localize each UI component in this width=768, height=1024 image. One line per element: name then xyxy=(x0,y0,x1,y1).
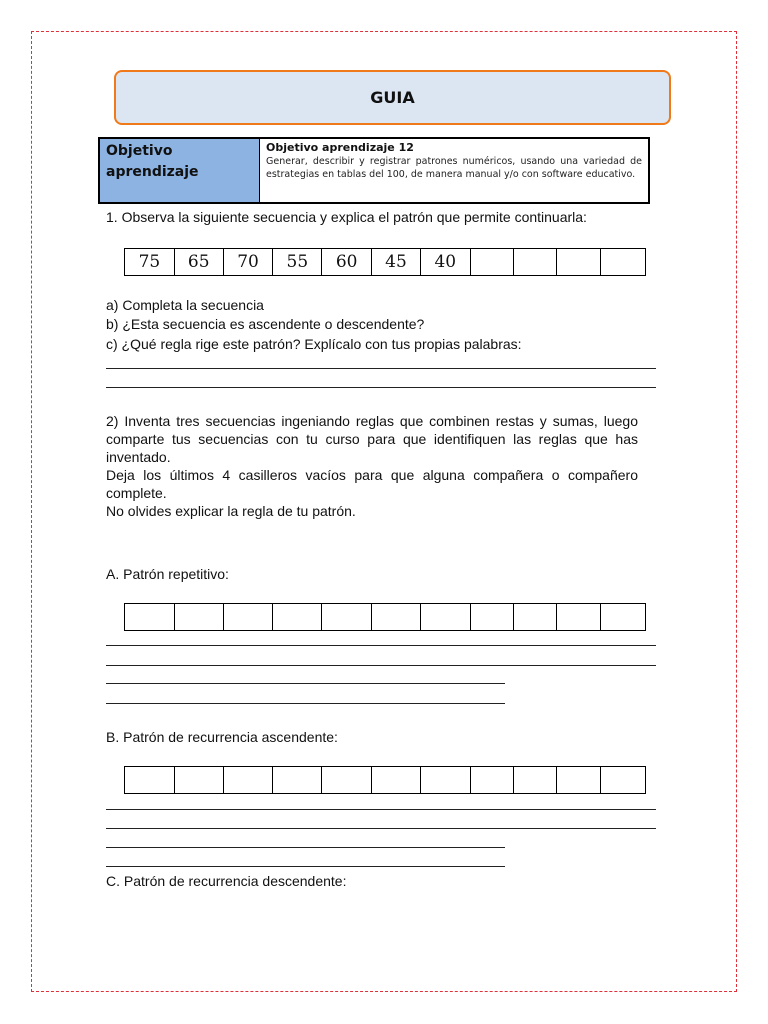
page-title: GUIA xyxy=(114,70,671,125)
question-2-paragraph: Deja los últimos 4 casilleros vacíos para que alguna compañera o compañero complete. xyxy=(106,467,638,501)
sequence-cell[interactable] xyxy=(224,767,274,793)
objective-content xyxy=(260,139,648,202)
sequence-cell[interactable] xyxy=(322,604,372,630)
section-a-heading: A. Patrón repetitivo: xyxy=(106,566,229,582)
sequence-cell: 70 xyxy=(224,249,274,275)
answer-line[interactable] xyxy=(106,866,505,867)
sequence-cell[interactable] xyxy=(514,249,558,275)
sequence-cell[interactable] xyxy=(273,767,322,793)
sequence-cell[interactable] xyxy=(601,249,645,275)
sequence-cell[interactable] xyxy=(557,249,601,275)
question-1c: c) ¿Qué regla rige este patrón? Explícalo con tus propias palabras: xyxy=(106,336,522,352)
question-1a: a) Completa la secuencia xyxy=(106,297,264,313)
sequence-cell[interactable] xyxy=(372,604,421,630)
objective-label: Objetivo aprendizaje xyxy=(100,139,260,202)
question-2-instructions xyxy=(106,412,638,520)
sequence-cell: 40 xyxy=(421,249,471,275)
answer-line[interactable] xyxy=(106,683,505,684)
sequence-cell: 60 xyxy=(322,249,372,275)
sequence-cell[interactable] xyxy=(471,767,514,793)
sequence-table-b xyxy=(124,766,646,794)
sequence-cell[interactable] xyxy=(322,767,372,793)
question-2-paragraph: No olvides explicar la regla de tu patrón. xyxy=(106,503,356,519)
sequence-cell[interactable] xyxy=(372,767,421,793)
answer-line[interactable] xyxy=(106,703,505,704)
answer-line[interactable] xyxy=(106,645,656,646)
sequence-cell[interactable] xyxy=(601,767,645,793)
sequence-table-q1 xyxy=(124,248,646,276)
answer-line[interactable] xyxy=(106,847,505,848)
sequence-cell: 45 xyxy=(372,249,421,275)
section-c-heading: C. Patrón de recurrencia descendente: xyxy=(106,873,347,889)
question-1b: b) ¿Esta secuencia es ascendente o descendente? xyxy=(106,316,425,332)
sequence-cell[interactable] xyxy=(471,604,514,630)
answer-line[interactable] xyxy=(106,387,656,388)
sequence-cell[interactable] xyxy=(175,767,224,793)
question-1-prompt: 1. Observa la siguiente secuencia y explica el patrón que permite continuarla: xyxy=(106,209,587,225)
sequence-cell[interactable] xyxy=(471,249,514,275)
sequence-cell[interactable] xyxy=(557,604,601,630)
objective-table xyxy=(98,137,650,204)
sequence-cell[interactable] xyxy=(175,604,224,630)
answer-line[interactable] xyxy=(106,368,656,369)
sequence-cell[interactable] xyxy=(557,767,601,793)
sequence-cell: 65 xyxy=(175,249,224,275)
answer-line[interactable] xyxy=(106,828,656,829)
objective-heading: Objetivo aprendizaje 12 xyxy=(266,141,414,154)
sequence-cell[interactable] xyxy=(421,767,471,793)
sequence-cell[interactable] xyxy=(125,604,175,630)
sequence-cell: 55 xyxy=(273,249,322,275)
sequence-cell[interactable] xyxy=(601,604,645,630)
question-2-paragraph: 2) Inventa tres secuencias ingeniando reglas que combinen restas y sumas, luego comparte tus secuencias con tu curso para que identifiquen las reglas que has inventado. xyxy=(106,413,638,465)
sequence-cell[interactable] xyxy=(273,604,322,630)
section-b-heading: B. Patrón de recurrencia ascendente: xyxy=(106,729,338,745)
sequence-table-a xyxy=(124,603,646,631)
sequence-cell: 75 xyxy=(125,249,175,275)
answer-line[interactable] xyxy=(106,809,656,810)
sequence-cell[interactable] xyxy=(514,604,558,630)
sequence-cell[interactable] xyxy=(224,604,274,630)
sequence-cell[interactable] xyxy=(125,767,175,793)
sequence-cell[interactable] xyxy=(421,604,471,630)
sequence-cell[interactable] xyxy=(514,767,558,793)
objective-text: Generar, describir y registrar patrones numéricos, usando una variedad de estrategias en tablas del 100, de manera manual y/o con software educativo. xyxy=(266,156,642,180)
answer-line[interactable] xyxy=(106,665,656,666)
